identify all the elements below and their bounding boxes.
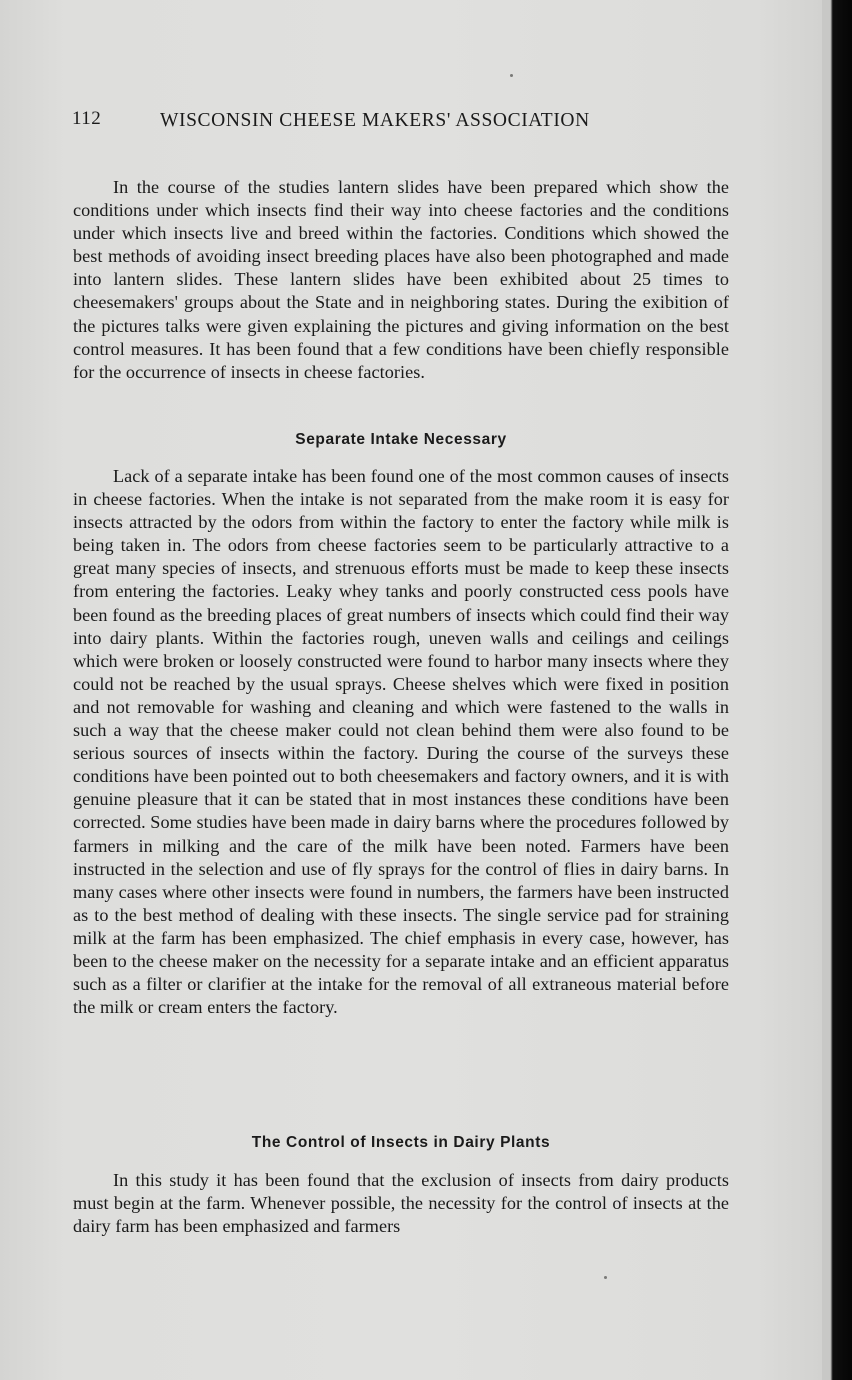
page-header: [72, 108, 728, 138]
paper-speck: [510, 74, 513, 77]
binding-edge: [822, 0, 852, 1380]
running-title: WISCONSIN CHEESE MAKERS' ASSOCIATION: [160, 110, 590, 131]
paragraph-text: In the course of the studies lantern slides have been prepared which show the conditions under which insects find their way into cheese factories and the conditions under which insects live and breed within the factories. Conditions which showed the best methods of avoiding insect breeding places have also been photographed and made into lantern slides. These lantern slides have been exhibited about 25 times to cheesemakers' groups about the State and in neighboring states. During the exibition of the pictures talks were given explaining the pictures and giving information on the best control measures. It has been found that a few conditions have been chiefly responsible for the occurrence of insects in cheese factories.: [73, 177, 729, 382]
paragraph-lantern-slides: [73, 176, 729, 384]
paragraph-text: In this study it has been found that the exclusion of insects from dairy products must begin at the farm. Whenever possible, the necessity for the control of insects at the dairy farm has been emphasized and farmers: [73, 1170, 729, 1237]
heading-control-of-insects: The Control of Insects in Dairy Plants: [251, 1134, 551, 1151]
paper-speck: [604, 1276, 607, 1279]
paragraph-text: Lack of a separate intake has been found one of the most common causes of insects in cheese factories. When the intake is not separated from the make room it is easy for insects attracted by the odors from within the factory to enter the factory while milk is being taken in. The odors from cheese factories seem to be particularly attractive to a great many species of insects, and strenuous efforts must be made to keep these insects from entering the factories. Leaky whey tanks and poorly constructed cess pools have been found as the breeding places of great numbers of insects which could find their way into dairy plants. Within the factories rough, uneven walls and ceilings and ceilings which were broken or loosely constructed were found to harbor many insects where they could not be reached by the usual sprays. Cheese shelves which were fixed in position and not removable for washing and cleaning and which were fastened to the walls in such a way that the cheese maker could not clean behind them were also found to be serious sources of insects within the factory. During the course of the surveys these conditions have been pointed out to both cheesemakers and factory owners, and it is with genuine pleasure that it can be stated that in most instances these conditions have been corrected. Some studies have been made in dairy barns where the procedures followed by farmers in milking and the care of the milk have been noted. Farmers have been instructed in the selection and use of fly sprays for the control of flies in dairy barns. In many cases where other insects were found in numbers, the farmers have been instructed as to the best method of dealing with these insects. The single service pad for straining milk at the farm has been emphasized. The chief emphasis in every case, however, has been to the cheese maker on the necessity for a separate intake and an efficient apparatus such as a filter or clarifier at the intake for the removal of all extraneous material before the milk or cream enters the factory.: [73, 466, 729, 1018]
paragraph-control-of-insects: [73, 1169, 729, 1238]
page-number: 112: [72, 108, 102, 129]
paragraph-separate-intake: [73, 465, 729, 1019]
heading-separate-intake: Separate Intake Necessary: [295, 431, 507, 448]
